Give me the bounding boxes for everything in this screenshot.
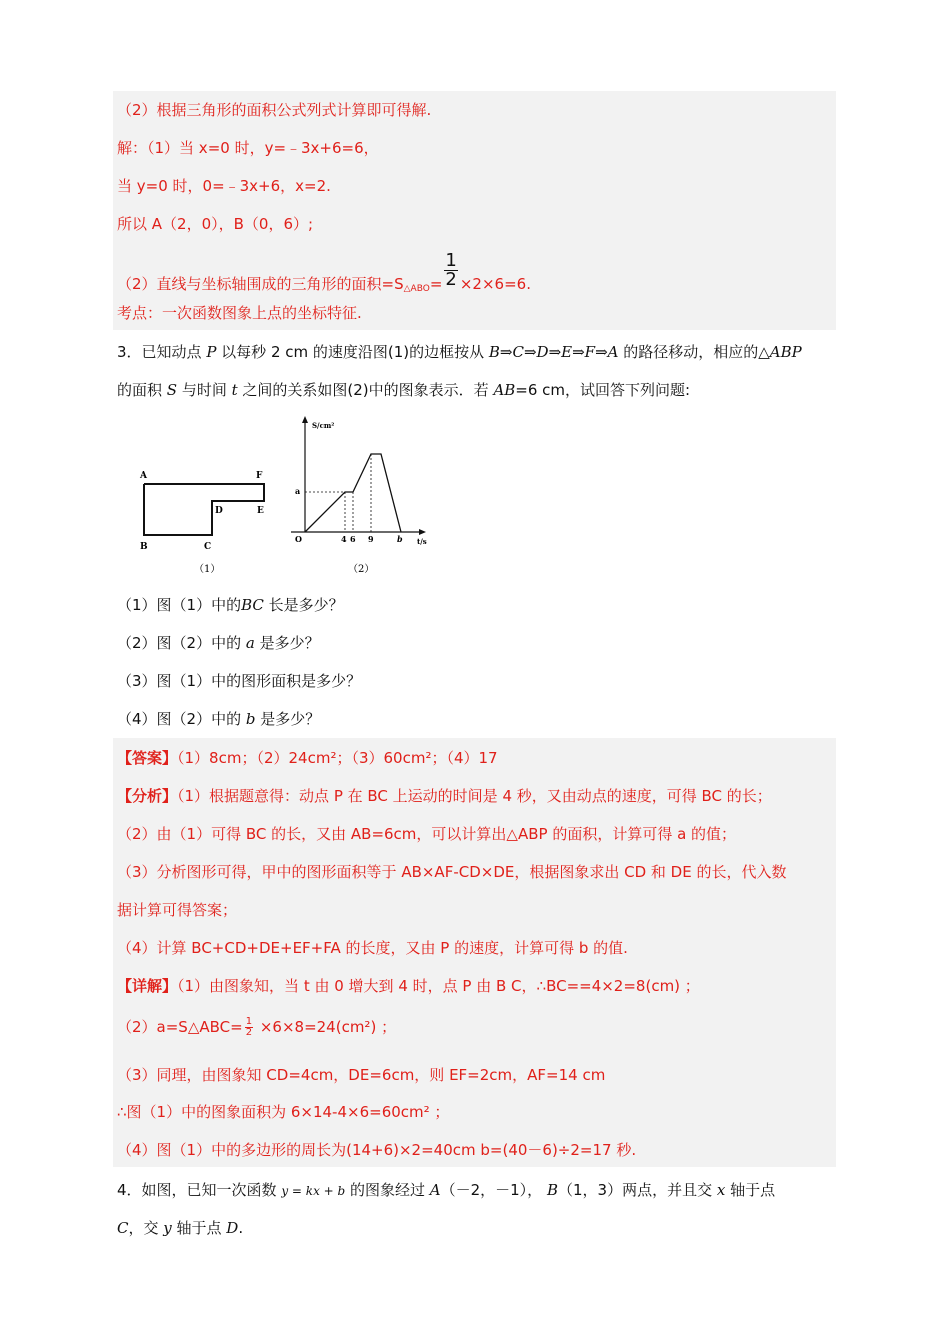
q3-sub-3: （3）图（1）中的图形面积是多少？: [117, 672, 362, 690]
tick-6: 6: [350, 534, 356, 544]
figure-1-polygon: [130, 465, 280, 577]
q4-line-1: 4．如图，已知一次函数 y = kx + b 的图象经过 A（－2，－1）， B（1，3）两点，并且交 x 轴于点: [117, 1181, 776, 1199]
analysis-line-5: （4）计算 BC+CD+DE+EF+FA 的长度，又由 P 的速度，计算可得 b 的值.: [117, 939, 628, 957]
label-F: F: [256, 471, 263, 481]
y-axis-label: S/cm²: [312, 421, 335, 430]
x-axis-arrow: [419, 529, 426, 535]
tick-9: 9: [368, 534, 374, 544]
detail-line-2: （2）a=S△ABC= $\frac{1}{2}$ ×6×8=24(cm²) ；: [117, 1016, 397, 1038]
y-axis-arrow: [302, 416, 308, 423]
origin-label: O: [295, 534, 302, 544]
prev-line-2: 解：（1）当 x=0 时，y=﹣3x+6=6，: [117, 139, 379, 157]
prev-line-1: （2）根据三角形的面积公式列式计算即可得解.: [117, 101, 432, 119]
q3-line-1: 3．已知动点 P 以每秒 2 cm 的速度沿图(1)的边框按从 B⇒C⇒D⇒E⇒F⇒A 的路径移动，相应的△ABP: [117, 343, 802, 361]
label-D: D: [215, 506, 223, 516]
figure-2-graph: [285, 414, 435, 578]
detail-line-1: 【详解】（1）由图象知，当 t 由 0 增大到 4 时，点 P 由 B C，∴BC==4×2=8(cm) ；: [117, 977, 700, 995]
prev-line-5: （2）直线与坐标轴围成的三角形的面积$=S_{\triangle ABO}=$ $\frac{1}{2}$ ×2×6=6.: [117, 250, 531, 294]
fraction-one-half: $\frac{1}{2}$: [445, 250, 457, 290]
tick-4: 4: [341, 534, 347, 544]
x-axis-label: t/s: [417, 537, 427, 546]
label-A: A: [140, 471, 147, 481]
fraction-one-half-small: $\frac{1}{2}$: [245, 1016, 253, 1038]
label-C: C: [204, 542, 212, 552]
analysis-line-4: 据计算可得答案；: [117, 901, 238, 919]
q3-sub-1: （1）图（1）中的BC 长是多少？: [117, 596, 344, 614]
figure-2-caption: （2）: [348, 564, 375, 575]
label-E: E: [257, 506, 264, 516]
q3-sub-4: （4）图（2）中的 b 是多少？: [117, 710, 321, 728]
analysis-line-1: 【分析】（1）根据题意得：动点 P 在 BC 上运动的时间是 4 秒，又由动点的速度，可得 BC 的长；: [117, 787, 772, 805]
detail-line-4: ∴图（1）中的图象面积为 6×14-4×6=60cm² ；: [117, 1103, 450, 1121]
q4-line-2: C，交 y 轴于点 D.: [117, 1219, 244, 1237]
q3-line-2: 的面积 S 与时间 t 之间的关系如图(2)中的图象表示．若 AB=6 cm，试回答下列问题:: [117, 381, 691, 399]
analysis-line-2: （2）由（1）可得 BC 的长，又由 AB=6cm，可以计算出△ABP 的面积，计算可得 a 的值；: [117, 825, 737, 843]
figure-1-caption: （1）: [194, 564, 221, 575]
q3-sub-2: （2）图（2）中的 a 是多少？: [117, 634, 320, 652]
prev-line-3: 当 y=0 时，0=﹣3x+6，x=2.: [117, 177, 331, 195]
detail-line-3: （3）同理，由图象知 CD=4cm，DE=6cm，则 EF=2cm，AF=14 cm: [117, 1066, 606, 1084]
prev-line-4: 所以 A（2，0），B（0，6）;: [117, 215, 314, 233]
polygon-outline: [144, 484, 264, 535]
tick-b: b: [397, 534, 403, 544]
label-B: B: [140, 542, 148, 552]
prev-line-6: 考点：一次函数图象上点的坐标特征.: [117, 304, 362, 322]
answer-line: 【答案】（1）8cm；（2）24cm²；（3）60cm²；（4）17: [117, 749, 498, 767]
detail-line-5: （4）图（1）中的多边形的周长为(14+6)×2=40cm b=(40－6)÷2=17 秒.: [117, 1141, 637, 1159]
analysis-line-3: （3）分析图形可得，甲中的图形面积等于 AB×AF-CD×DE，根据图象求出 CD 和 DE 的长，代入数: [117, 863, 787, 881]
a-label: a: [295, 486, 301, 496]
